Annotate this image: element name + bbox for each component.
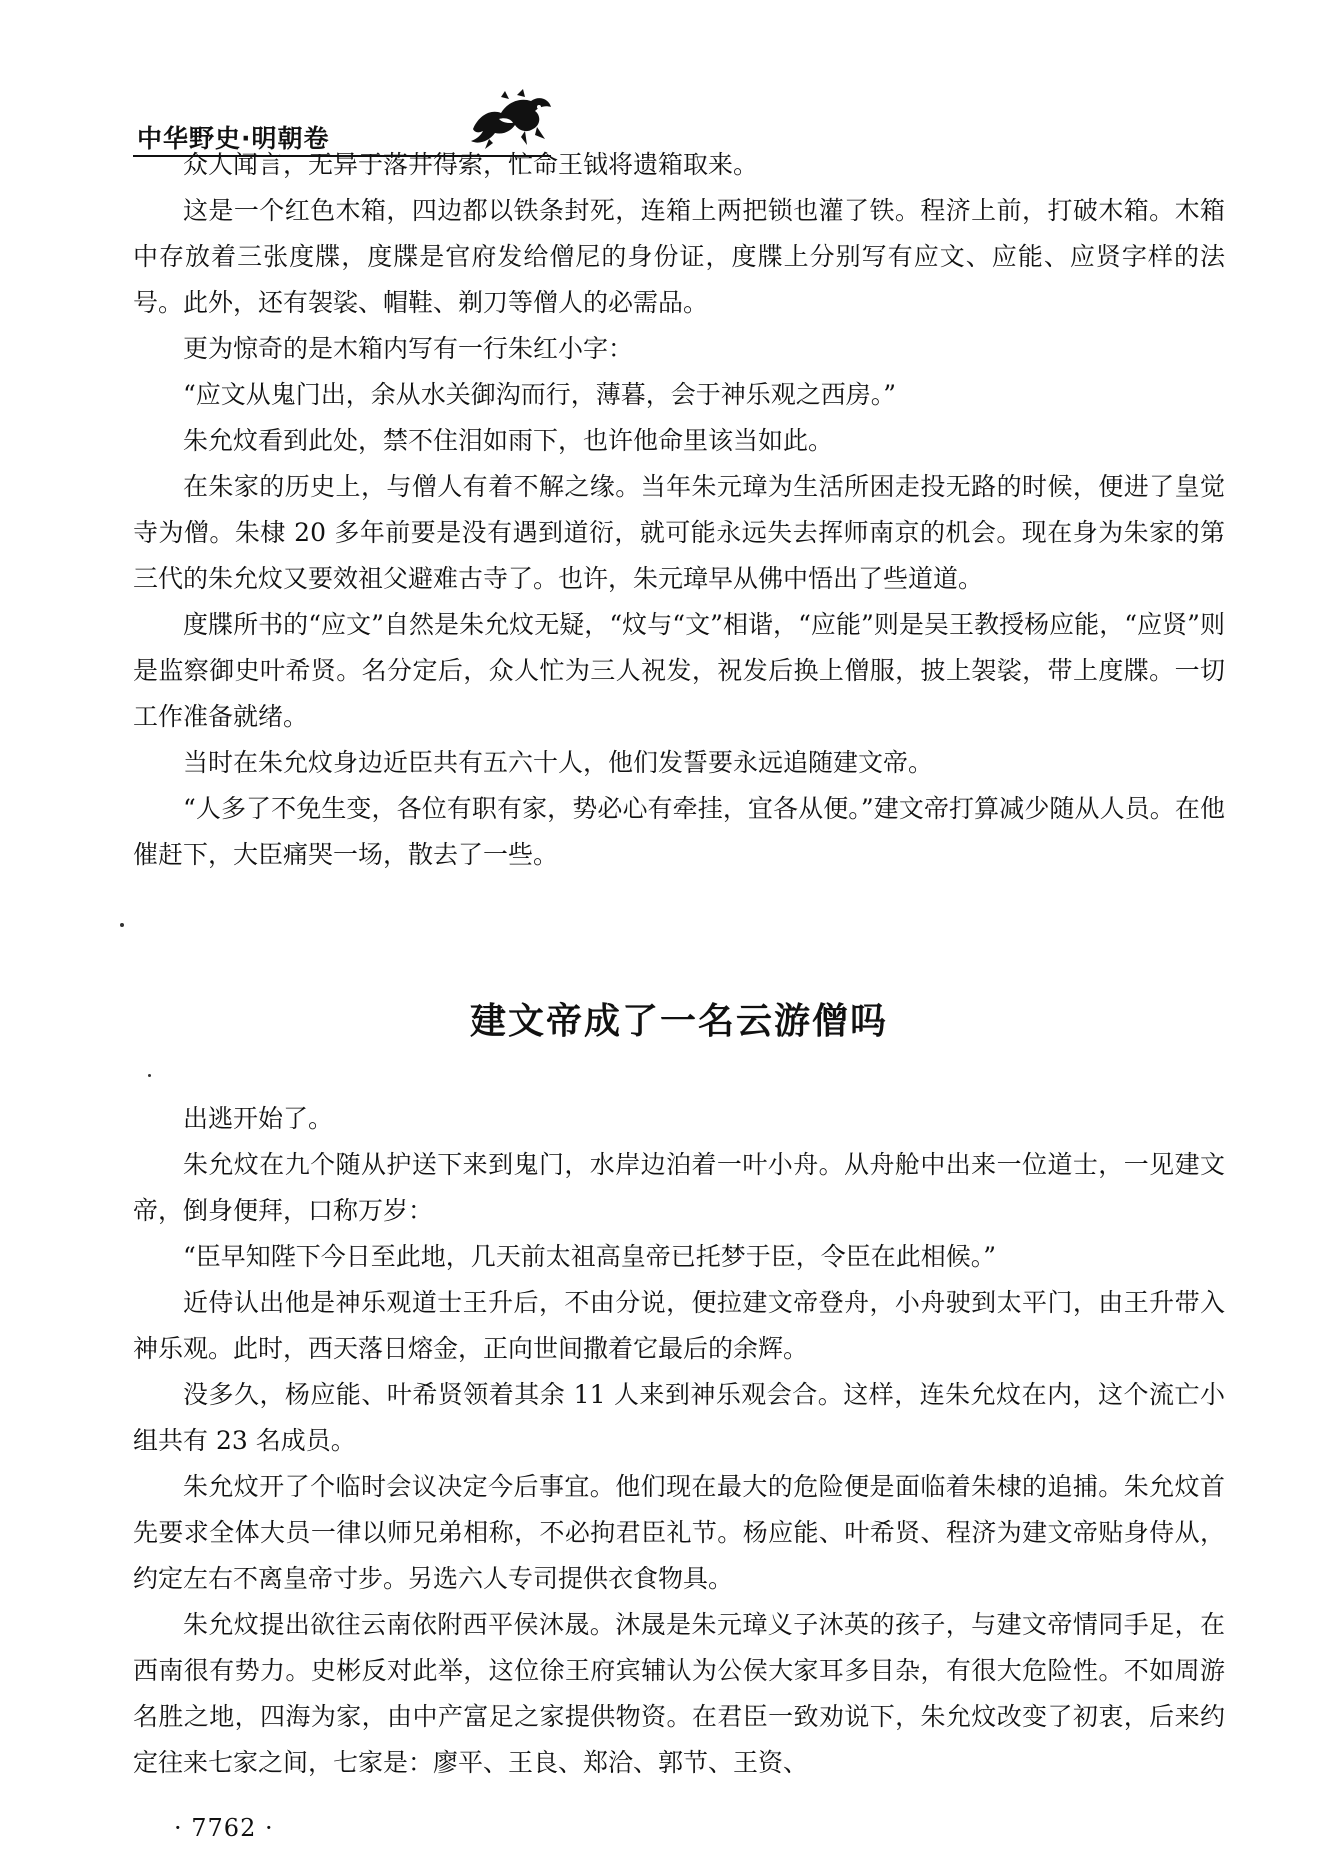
paragraph: 在朱家的历史上，与僧人有着不解之缘。当年朱元璋为生活所困走投无路的时候，便进了皇觉寺为僧。朱棣 20 多年前要是没有遇到道衍，就可能永远失去挥师南京的机会。现在身为朱家的第三代的朱允炆又要效祖父避难古寺了。也许，朱元璋早从佛中悟出了些道道。 <box>133 472 1225 593</box>
section-title: 建文帝成了一名云游僧吗 <box>469 1001 888 1042</box>
paragraph: 朱允炆看到此处，禁不住泪如雨下，也许他命里该当如此。 <box>183 426 834 455</box>
body-text-bottom <box>133 1096 1225 1786</box>
paragraph: 众人闻言，无异于落井得索，忙命王钺将遗箱取来。 <box>183 150 759 179</box>
page-number: · 7762 · <box>174 1814 274 1842</box>
book-title: 中华野史·明朝卷 <box>137 124 330 153</box>
paragraph: 这是一个红色木箱，四边都以铁条封死，连箱上两把锁也灌了铁。程济上前，打破木箱。木箱中存放着三张度牒，度牒是官府发给僧尼的身份证，度牒上分别写有应文、应能、应贤字样的法号。此外，还有袈裟、帽鞋、剃刀等僧人的必需品。 <box>133 196 1225 317</box>
paragraph: “应文从鬼门出，余从水关御沟而行，薄暮，会于神乐观之西房。” <box>183 380 897 409</box>
paragraph: 朱允炆开了个临时会议决定今后事宜。他们现在最大的危险便是面临着朱棣的追捕。朱允炆首先要求全体大员一律以师兄弟相称，不必拘君臣礼节。杨应能、叶希贤、程济为建文帝贴身侍从，约定左右不离皇帝寸步。另选六人专司提供衣食物具。 <box>133 1472 1225 1593</box>
paragraph: “人多了不免生变，各位有职有家，势必心有牵挂，宜各从便。”建文帝打算减少随从人员。在他催赶下，大臣痛哭一场，散去了一些。 <box>133 794 1225 869</box>
paragraph: “臣早知陛下今日至此地，几天前太祖高皇帝已托梦于臣，令臣在此相候。” <box>183 1242 997 1271</box>
paragraph: 朱允炆在九个随从护送下来到鬼门，水岸边泊着一叶小舟。从舟舱中出来一位道士，一见建文帝，倒身便拜，口称万岁： <box>133 1150 1225 1225</box>
paragraph: 度牒所书的“应文”自然是朱允炆无疑，“炆与“文”相谐，“应能”则是吴王教授杨应能，“应贤”则是监察御史叶希贤。名分定后，众人忙为三人祝发，祝发后换上僧服，披上袈裟，带上度牒。一切工作准备就绪。 <box>133 610 1225 731</box>
paragraph: 当时在朱允炆身边近臣共有五六十人，他们发誓要永远追随建文帝。 <box>183 748 934 777</box>
body-text-top <box>133 142 1225 878</box>
paragraph: 出逃开始了。 <box>183 1104 334 1133</box>
paragraph: 近侍认出他是神乐观道士王升后，不由分说，便拉建文帝登舟，小舟驶到太平门，由王升带入神乐观。此时，西天落日熔金，正向世间撒着它最后的余辉。 <box>133 1288 1225 1363</box>
scan-speck <box>148 1074 151 1077</box>
paragraph: 朱允炆提出欲往云南依附西平侯沐晟。沐晟是朱元璋义子沐英的孩子，与建文帝情同手足，在西南很有势力。史彬反对此举，这位徐王府宾辅认为公侯大家耳多目杂，有很大危险性。不如周游名胜之地，四海为家，由中产富足之家提供物资。在君臣一致劝说下，朱允炆改变了初衷，后来约定往来七家之间，七家是：廖平、王良、郑洽、郭节、王资、 <box>133 1610 1225 1777</box>
paragraph: 没多久，杨应能、叶希贤领着其余 11 人来到神乐观会合。这样，连朱允炆在内，这个流亡小组共有 23 名成员。 <box>133 1380 1225 1455</box>
scan-speck <box>120 923 124 927</box>
paragraph: 更为惊奇的是木箱内写有一行朱红小字： <box>183 334 634 363</box>
